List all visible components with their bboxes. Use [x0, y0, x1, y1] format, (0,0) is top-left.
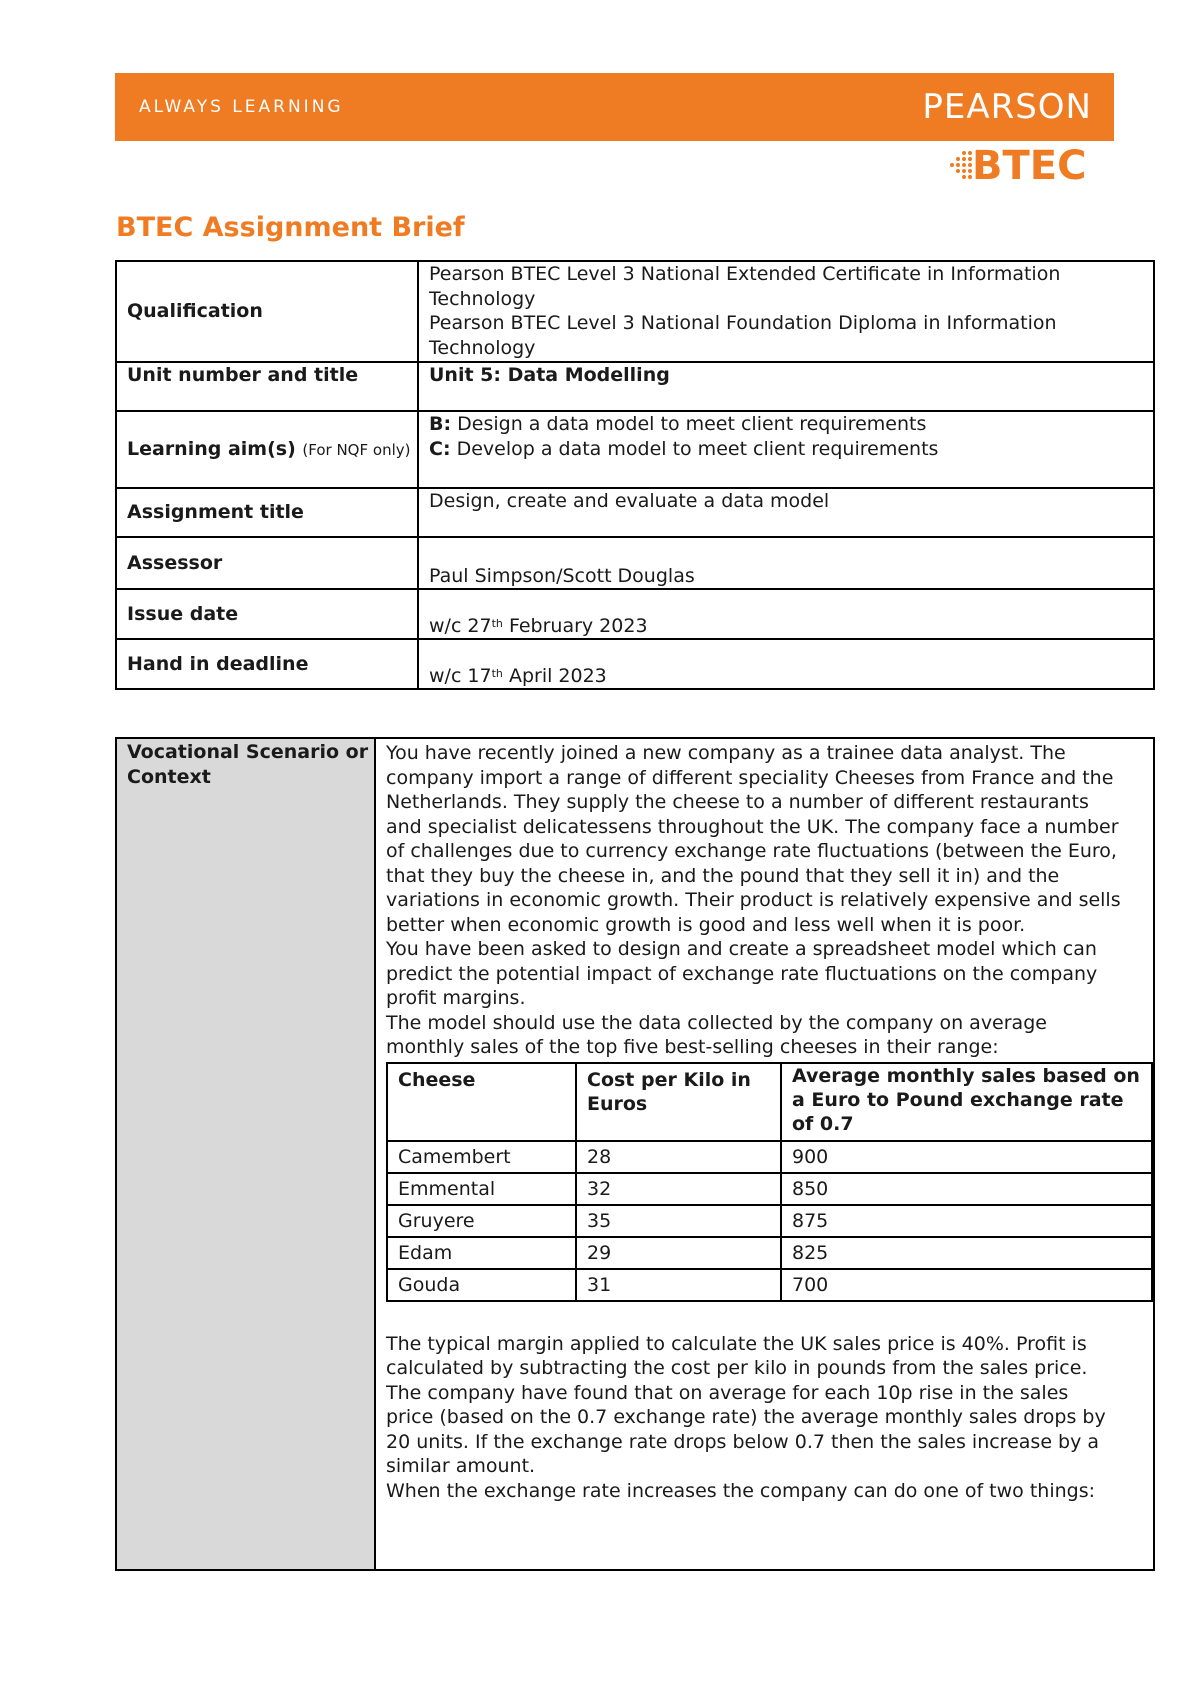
assignment-label: Assignment title [116, 488, 418, 537]
aims-label-cell [116, 411, 418, 488]
scenario-paragraph-2: You have been asked to design and create a spreadsheet model which can predict the potential impact of exchange rate fluctuations on the company profit margins. [386, 938, 1098, 1009]
banner-tagline: ALWAYS LEARNING [139, 97, 344, 117]
cheese-sales: 825 [781, 1237, 1152, 1269]
deadline-suffix: April 2023 [508, 664, 607, 687]
cheese-cost: 35 [576, 1205, 781, 1237]
page-title: BTEC Assignment Brief [116, 212, 465, 243]
unit-label: Unit number and title [116, 362, 418, 411]
qualification-line-2: Pearson BTEC Level 3 National Foundation Diploma in Information Technology [429, 312, 1057, 359]
aims-note: (For NQF only) [302, 440, 411, 459]
cheese-sales: 850 [781, 1173, 1152, 1205]
cheese-name: Emmental [387, 1173, 576, 1205]
scenario-paragraph-3: The model should use the data collected by the company on average monthly sales of the top five best-selling cheeses in their range: [386, 1011, 1047, 1058]
cheese-sales: 700 [781, 1269, 1152, 1301]
assessor-value: Paul Simpson/Scott Douglas [418, 537, 1154, 589]
cheese-name: Edam [387, 1237, 576, 1269]
issue-date-sup: th [491, 616, 503, 630]
aim-c-text: Develop a data model to meet client requirements [456, 437, 939, 460]
cheese-cost: 29 [576, 1237, 781, 1269]
issue-date-suffix: February 2023 [508, 614, 648, 637]
cheese-header-row [387, 1063, 1152, 1141]
cheese-cost: 32 [576, 1173, 781, 1205]
table-row [387, 1269, 1152, 1301]
pearson-logo: PEARSON [922, 87, 1092, 127]
assignment-meta-table [115, 260, 1155, 690]
aim-b-key: B: [429, 413, 452, 435]
meta-row-unit [116, 362, 1154, 411]
unit-value: Unit 5: Data Modelling [418, 362, 1154, 411]
meta-row-assessor [116, 537, 1154, 589]
header-average-sales: Average monthly sales based on a Euro to Pound exchange rate of 0.7 [781, 1063, 1152, 1141]
deadline-label: Hand in deadline [116, 639, 418, 689]
assessor-label: Assessor [116, 537, 418, 589]
aim-b-text: Design a data model to meet client requirements [457, 413, 927, 435]
scenario-table [115, 737, 1155, 1571]
qualification-label: Qualification [116, 261, 418, 362]
aim-c-key: C: [429, 437, 451, 460]
header-banner [115, 73, 1114, 141]
scenario-paragraph-1: You have recently joined a new company as a trainee data analyst. The company import a range of different speciality Cheeses from France and the Netherlands. They supply the cheese to a number of different restaurants and specialist delicatessens throughout the UK. The company face a number of challenges due to currency exchange rate fluctuations (between the Euro, that they buy the cheese in, and the pound that they sell it in) and the variations in economic growth. Their product is relatively expensive and sells better when economic growth is good and less well when it is poor. [386, 742, 1121, 936]
issue-date-value [418, 589, 1154, 639]
scenario-content [375, 738, 1154, 1570]
btec-logo [946, 143, 1096, 193]
cheese-sales: 875 [781, 1205, 1152, 1237]
cheese-name: Camembert [387, 1141, 576, 1173]
issue-date-prefix: w/c 27 [429, 614, 492, 637]
btec-dots-icon [946, 149, 974, 189]
btec-wordmark: BTEC [972, 143, 1087, 189]
scenario-row [116, 738, 1154, 1570]
deadline-value [418, 639, 1154, 689]
header-cost: Cost per Kilo in Euros [576, 1063, 781, 1141]
assignment-value: Design, create and evaluate a data model [418, 488, 1154, 537]
scenario-paragraph-4: The typical margin applied to calculate the UK sales price is 40%. Profit is calculated by subtracting the cost per kilo in pounds from the sales price. The company have found that on average for each 10p rise in the sales price (based on the 0.7 exchange rate) the average monthly sales drops by 20 units. If the exchange rate drops below 0.7 then the sales increase by a similar amount. [386, 1332, 1106, 1477]
cheese-cost: 28 [576, 1141, 781, 1173]
meta-row-aims [116, 411, 1154, 488]
table-row [387, 1141, 1152, 1173]
cheese-name: Gouda [387, 1269, 576, 1301]
header-cheese: Cheese [387, 1063, 576, 1141]
meta-row-assignment [116, 488, 1154, 537]
table-row [387, 1237, 1152, 1269]
cheese-sales: 900 [781, 1141, 1152, 1173]
scenario-label: Vocational Scenario or Context [116, 738, 375, 1570]
cheese-cost: 31 [576, 1269, 781, 1301]
cheese-name: Gruyere [387, 1205, 576, 1237]
qualification-value [418, 261, 1154, 362]
deadline-prefix: w/c 17 [429, 664, 492, 687]
meta-row-qualification [116, 261, 1154, 362]
cheese-data-table [386, 1062, 1153, 1302]
meta-row-issue [116, 589, 1154, 639]
qualification-line-1: Pearson BTEC Level 3 National Extended Certificate in Information Technology [429, 263, 1061, 310]
table-row [387, 1173, 1152, 1205]
deadline-sup: th [491, 666, 503, 680]
aims-value [418, 411, 1154, 488]
meta-row-deadline [116, 639, 1154, 689]
aims-label: Learning aim(s) [127, 437, 296, 460]
table-row [387, 1205, 1152, 1237]
issue-date-label: Issue date [116, 589, 418, 639]
scenario-paragraph-5: When the exchange rate increases the company can do one of two things: [386, 1479, 1096, 1502]
